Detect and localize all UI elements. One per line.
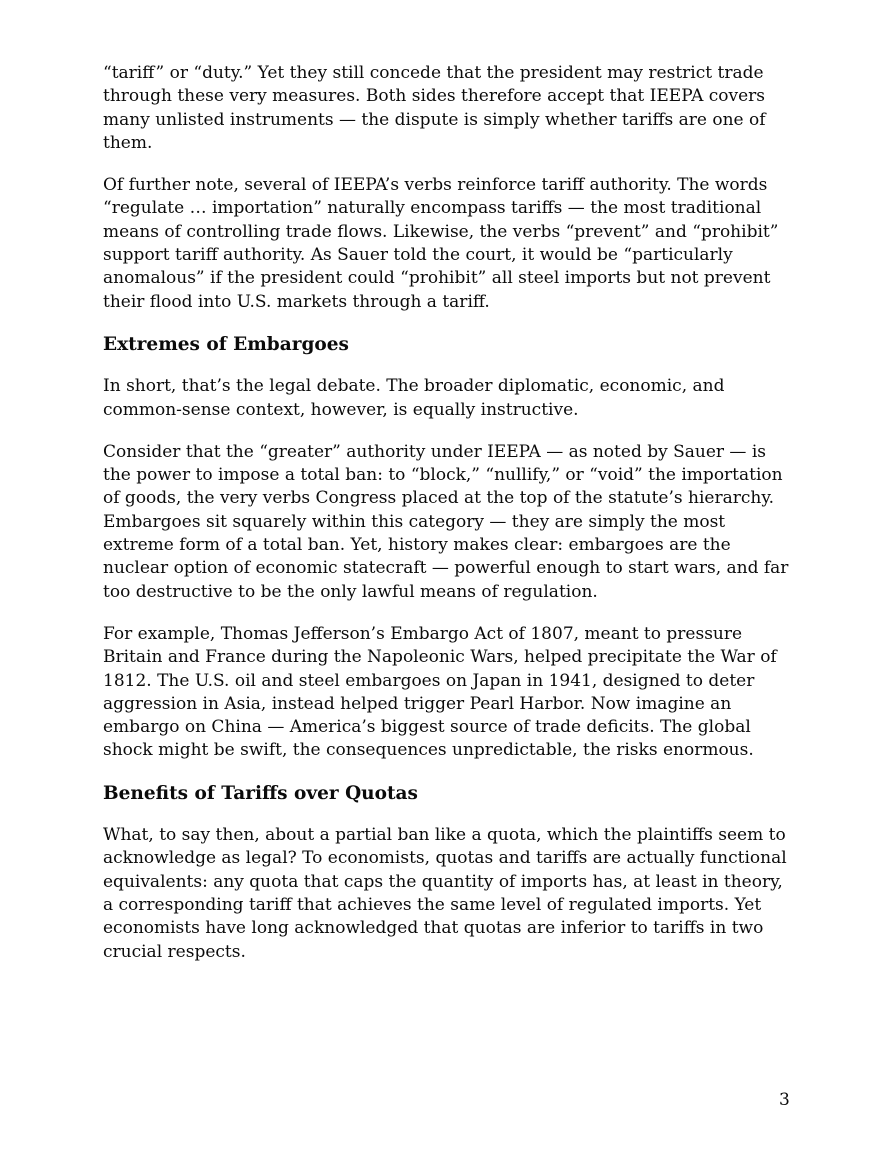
paragraph: “tariff” or “duty.” Yet they still concede that the president may restrict trade through these very measures. Both sides therefore accept that IEEPA covers many unlisted instruments — the dispute is simply whether tariffs are one of them. (103, 63, 766, 153)
paragraph: Consider that the “greater” authority under IEEPA — as noted by Sauer — is the power to impose a total ban: to “block,” “nullify,” or “void” the importation of goods, the very verbs Congress placed at the top of the statute’s hierarchy. Embargoes sit squarely within this category — they are simply the most extreme form of a total ban. Yet, history makes clear: embargoes are the nuclear option of economic statecraft — powerful enough to start wars, and far too destructive to be the only lawful means of regulation. (103, 441, 789, 602)
section-heading: Benefits of Tariffs over Quotas (103, 782, 418, 804)
paragraph: For example, Thomas Jefferson’s Embargo Act of 1807, meant to pressure Britain and France during the Napoleonic Wars, helped precipitate the War of 1812. The U.S. oil and steel embargoes on Japan in 1941, designed to deter aggression in Asia, instead helped trigger Pearl Harbor. Now imagine an embargo on China — America’s biggest source of trade deficits. The global shock might be swift, the consequences unpredictable, the risks enormous. (103, 623, 777, 761)
paragraph: In short, that’s the legal debate. The broader diplomatic, economic, and common-sense context, however, is equally instructive. (103, 376, 725, 420)
paragraph: Of further note, several of IEEPA’s verbs reinforce tariff authority. The words “regulate … importation” naturally encompass tariffs — the most traditional means of controlling trade flows. Likewise, the verbs “prevent” and “prohibit” support tariff authority. As Sauer told the court, it would be “particularly anomalous” if the president could “prohibit” all steel imports but not prevent their flood into U.S. markets through a tariff. (103, 175, 779, 312)
document-body (103, 62, 795, 983)
paragraph: What, to say then, about a partial ban like a quota, which the plaintiffs seem to acknowledge as legal? To economists, quotas and tariffs are actually functional equivalents: any quota that caps the quantity of imports has, at least in theory, a corresponding tariff that achieves the same level of regulated imports. Yet economists have long acknowledged that quotas are inferior to tariffs in two crucial respects. (103, 825, 787, 962)
page-number: 3 (779, 1090, 790, 1110)
section-heading: Extremes of Embargoes (103, 333, 349, 355)
